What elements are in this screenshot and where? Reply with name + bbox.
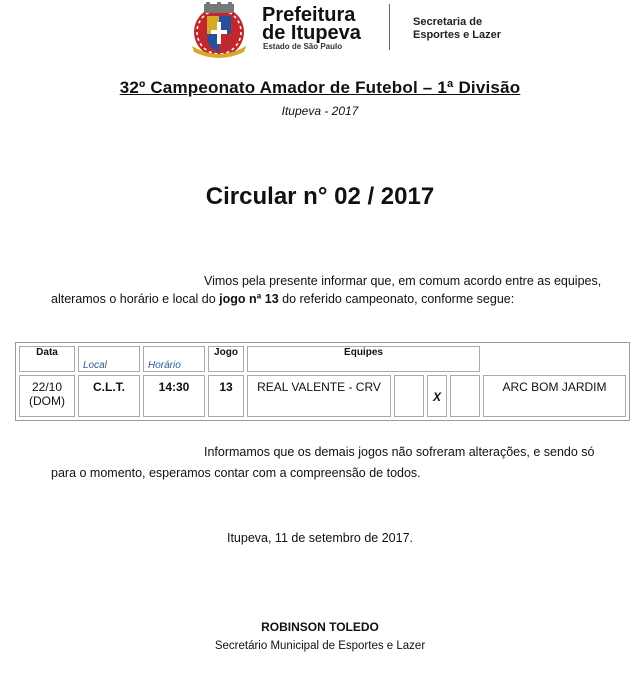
cell-local [78, 375, 140, 417]
department-line1: Secretaria de [413, 16, 483, 28]
department-line2: Esportes e Lazer [413, 29, 502, 41]
letterhead [0, 0, 640, 64]
cell-local-text: C.L.T. [93, 380, 125, 394]
cell-horario [143, 375, 205, 417]
header-data: Data [19, 346, 75, 372]
header-jogo: Jogo [208, 346, 244, 372]
cell-blank-home [394, 375, 424, 417]
signature-name: ROBINSON TOLEDO [261, 620, 379, 634]
intro-line1: Vimos pela presente informar que, em comum acordo entre as equipes, [204, 274, 602, 288]
intro-line2-game: jogo nª 13 [219, 292, 279, 306]
table-row [19, 375, 626, 417]
cell-jogo [208, 375, 244, 417]
cell-date-line1: 22/10 [31, 380, 63, 394]
closing-line1: Informamos que os demais jogos não sofreram alterações, e sendo só [204, 445, 595, 459]
closing-line2: para o momento, esperamos contar com a compreensão de todos. [51, 466, 421, 480]
header-divider [389, 4, 390, 50]
table-header-row [19, 346, 626, 372]
cell-team-home [247, 375, 391, 417]
cell-team-home-text: REAL VALENTE - CRV [257, 380, 381, 394]
header-horario: Horário [143, 346, 205, 372]
intro-line2 [51, 292, 514, 306]
cell-jogo-text: 13 [219, 380, 233, 394]
games-table [15, 342, 630, 421]
intro-line2-start: alteramos o horário e local do [51, 292, 220, 306]
org-name-line2: de Itupeva [262, 22, 361, 44]
date-place: Itupeva, 11 de setembro de 2017. [226, 531, 413, 545]
header-local: Local [78, 346, 140, 372]
department-name [413, 16, 501, 42]
cell-versus-text: X [432, 390, 441, 404]
championship-subtitle: Itupeva - 2017 [281, 104, 359, 118]
intro-line2-end: do referido campeonato, conforme segue: [278, 292, 515, 306]
cell-blank-away [450, 375, 480, 417]
championship-title [0, 78, 640, 98]
cell-horario-text: 14:30 [158, 380, 190, 394]
cell-team-away-text: ARC BOM JARDIM [502, 380, 607, 394]
municipal-crest-icon [188, 2, 250, 58]
championship-title-text: 32º Campeonato Amador de Futebol – 1ª Divisão [119, 78, 521, 97]
cell-team-away [483, 375, 626, 417]
circular-title: Circular n° 02 / 2017 [205, 183, 435, 210]
cell-date-line2: (DOM) [29, 394, 65, 408]
header-equipes: Equipes [247, 346, 480, 372]
org-name [262, 6, 361, 42]
signature-role: Secretário Municipal de Esportes e Lazer [214, 640, 426, 652]
org-name-line1: Prefeitura [262, 4, 356, 26]
cell-versus [427, 375, 447, 417]
cell-date [19, 375, 75, 417]
org-state: Estado de São Paulo [263, 42, 343, 51]
